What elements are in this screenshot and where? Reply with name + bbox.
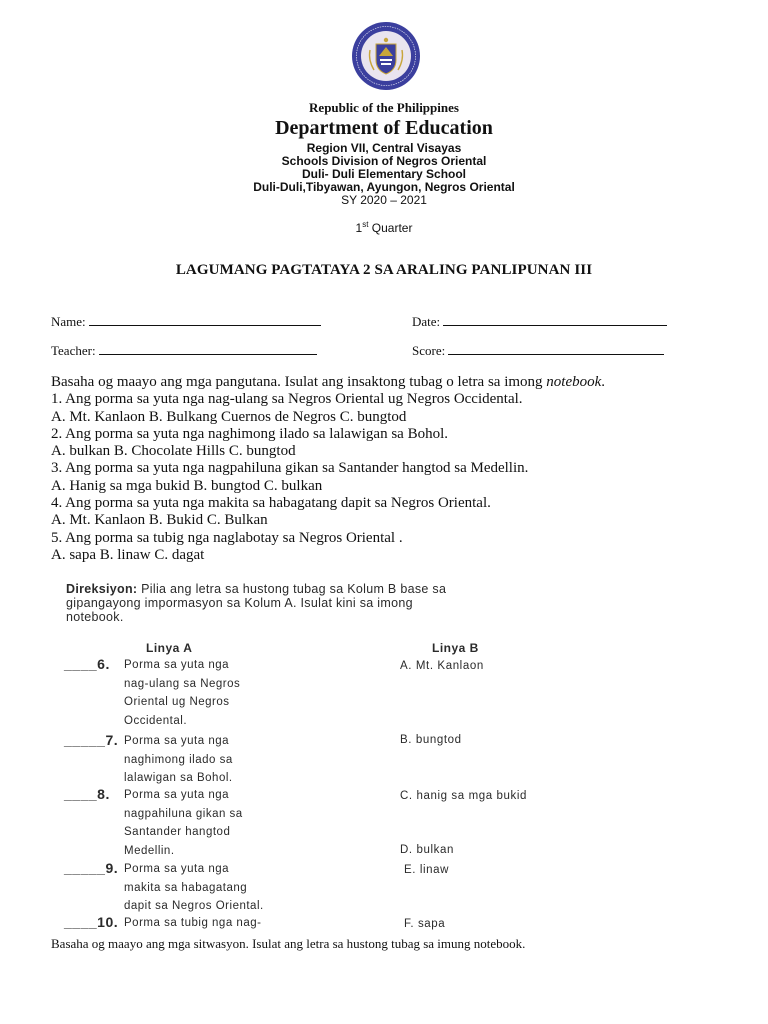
question-3: 3. Ang porma sa yuta nga nagpahiluna gikan sa Santander hangtod sa Medellin. <box>51 460 529 477</box>
item-line: Occidental. <box>124 714 188 727</box>
choices-2: A. bulkan B. Chocolate Hills C. bungtod <box>51 443 296 460</box>
answer-blank[interactable]: ____ <box>64 786 98 802</box>
item-line: Porma sa tubig nga nag- <box>124 917 262 929</box>
item-line: Porma sa yuta nga <box>124 789 230 801</box>
quarter-word: Quarter <box>368 221 413 235</box>
item-line: Santander hangtod <box>124 826 231 838</box>
instruction-end: . <box>601 374 606 390</box>
item-8-text <box>124 786 243 860</box>
deped-seal <box>350 20 422 92</box>
choices-1: A. Mt. Kanlaon B. Bulkang Cuernos de Negros C. bungtod <box>51 408 407 425</box>
name-field[interactable] <box>51 314 321 330</box>
name-label: Name: <box>51 314 86 329</box>
item-number: 7. <box>105 732 119 748</box>
test-title: LAGUMANG PAGTATAYA 2 SA ARALING PANLIPUNAN III <box>175 262 593 278</box>
answer-blank[interactable]: ____ <box>64 656 98 672</box>
item-line: Porma sa yuta nga <box>124 659 230 671</box>
part2-direction <box>66 582 606 624</box>
school-year: SY 2020 – 2021 <box>341 193 427 207</box>
division-line: Schools Division of Negros Oriental <box>281 154 487 168</box>
date-field[interactable] <box>412 314 667 330</box>
direction-label: Direksiyon: <box>66 582 138 596</box>
item-8-number <box>64 786 110 802</box>
instruction-emphasis: notebook <box>546 374 602 390</box>
item-line: makita sa habagatang <box>124 881 248 894</box>
score-field[interactable] <box>412 343 664 359</box>
item-6-number <box>64 656 110 672</box>
choice-c: C. hanig sa mga bukid <box>400 790 528 802</box>
item-10-text <box>124 914 261 933</box>
school-line: Duli- Duli Elementary School <box>301 167 467 181</box>
quarter-number: 1 <box>355 221 363 235</box>
item-line: Porma sa yuta nga <box>124 735 230 747</box>
date-label: Date: <box>412 314 441 329</box>
item-number: 10. <box>97 914 119 930</box>
item-line: Medellin. <box>124 844 175 857</box>
part1-instruction <box>51 374 741 391</box>
question-2: 2. Ang porma sa yuta nga naghimong ilado sa lalawigan sa Bohol. <box>51 425 449 442</box>
answer-blank[interactable]: _____ <box>64 732 106 748</box>
choice-f: F. sapa <box>404 918 446 930</box>
answer-blank[interactable]: ____ <box>64 914 98 930</box>
part2-matching <box>66 582 626 952</box>
direction-line-2: gipangayong impormasyon sa Kolum A. Isulat kini sa imong <box>66 596 413 610</box>
teacher-field[interactable] <box>51 343 317 359</box>
item-line: dapit sa Negros Oriental. <box>124 900 264 912</box>
item-line: Porma sa yuta nga <box>124 863 230 875</box>
item-number: 8. <box>97 786 110 802</box>
part1-questions <box>51 374 741 564</box>
choice-a: A. Mt. Kanlaon <box>400 660 484 672</box>
item-line: lalawigan sa Bohol. <box>124 772 233 784</box>
item-6-text <box>124 656 240 730</box>
teacher-label: Teacher: <box>51 343 96 358</box>
score-label: Score: <box>412 343 446 358</box>
item-9-number <box>64 860 118 876</box>
choices-4: A. Mt. Kanlaon B. Bukid C. Bulkan <box>51 512 268 529</box>
item-7-number <box>64 732 118 748</box>
question-5: 5. Ang porma sa tubig nga naglabotay sa Negros Oriental . <box>51 529 403 546</box>
question-1: 1. Ang porma sa yuta nga nag-ulang sa Negros Oriental ug Negros Occidental. <box>51 391 523 408</box>
choice-b: B. bungtod <box>400 734 462 746</box>
item-number: 9. <box>105 860 119 876</box>
column-b-header: Linya B <box>432 641 479 655</box>
answer-blank[interactable]: _____ <box>64 860 106 876</box>
address-line: Duli-Duli,Tibyawan, Ayungon, Negros Oriental <box>253 180 515 194</box>
item-line: nag-ulang sa Negros <box>124 677 241 690</box>
column-a-header: Linya A <box>146 641 193 655</box>
item-number: 6. <box>97 656 110 672</box>
choice-e: E. linaw <box>404 864 450 876</box>
item-9-text <box>124 860 264 916</box>
item-line: nagpahiluna gikan sa <box>124 807 243 820</box>
direction-line-1: Pilia ang letra sa hustong tubag sa Kolum B base sa <box>137 582 447 596</box>
choices-3: A. Hanig sa mga bukid B. bungtod C. bulkan <box>51 477 323 494</box>
choice-d: D. bulkan <box>400 844 454 856</box>
item-10-number <box>64 914 118 930</box>
item-line: Oriental ug Negros <box>124 696 230 708</box>
item-7-text <box>124 732 233 788</box>
quarter-label <box>0 220 768 235</box>
teacher-blank[interactable] <box>99 343 317 355</box>
name-blank[interactable] <box>89 314 321 326</box>
instruction-text: Basaha og maayo ang mga pangutana. Isulat ang insaktong tubag o letra sa imong <box>51 374 547 390</box>
score-blank[interactable] <box>448 343 664 355</box>
bottom-instruction: Basaha og maayo ang mga sitwasyon. Isulat ang letra sa hustong tubag sa imung notebook. <box>51 936 526 951</box>
region-line: Region VII, Central Visayas <box>306 141 462 155</box>
item-line: naghimong ilado sa <box>124 753 233 766</box>
quarter-suffix: st <box>362 220 369 229</box>
republic-heading: Republic of the Philippines <box>309 100 459 115</box>
choices-5: A. sapa B. linaw C. dagat <box>51 546 205 563</box>
date-blank[interactable] <box>443 314 667 326</box>
department-heading: Department of Education <box>275 117 493 139</box>
direction-line-3: notebook. <box>66 610 124 624</box>
question-4: 4. Ang porma sa yuta nga makita sa habagatang dapit sa Negros Oriental. <box>51 495 491 512</box>
